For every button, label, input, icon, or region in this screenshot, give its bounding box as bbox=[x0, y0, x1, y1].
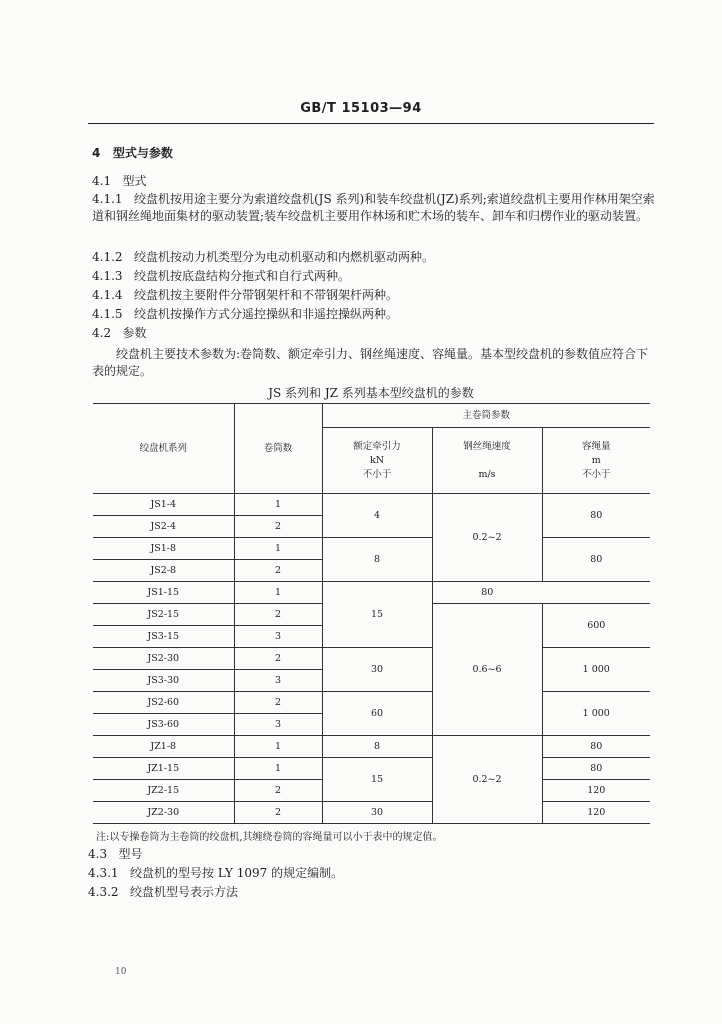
cell-series: JZ1-15 bbox=[93, 758, 234, 780]
cell-series: JZ2-30 bbox=[93, 802, 234, 824]
cell-capacity: 80 bbox=[542, 538, 650, 582]
section-4-1-heading bbox=[92, 173, 147, 190]
cell-rated-pull: 8 bbox=[322, 736, 432, 758]
section-number: 4.3 bbox=[88, 847, 108, 861]
cell-rope-speed: 0.2~2 bbox=[432, 494, 542, 582]
cell-capacity: 80 bbox=[542, 736, 650, 758]
cell-capacity: 120 bbox=[542, 780, 650, 802]
table-row bbox=[93, 538, 650, 560]
cell-capacity: 80 bbox=[542, 758, 650, 780]
header-unit: kN bbox=[369, 454, 385, 466]
header-line: 不小于 bbox=[582, 468, 611, 480]
clause-number: 4.3.2 bbox=[88, 885, 119, 899]
clause-4-1-1 bbox=[92, 191, 658, 225]
section-title: 型式 bbox=[122, 174, 147, 188]
section-4-heading bbox=[92, 145, 173, 162]
section-4-2-heading bbox=[92, 325, 147, 342]
cell-rated-pull: 15 bbox=[322, 582, 432, 648]
cell-series: JZ2-15 bbox=[93, 780, 234, 802]
cell-series: JZ1-8 bbox=[93, 736, 234, 758]
cell-drums: 2 bbox=[234, 802, 322, 824]
cell-capacity: 600 bbox=[542, 604, 650, 648]
clause-number: 4.3.1 bbox=[88, 866, 119, 880]
clause-4-1-4 bbox=[92, 287, 398, 304]
cell-series: JS3-60 bbox=[93, 714, 234, 736]
section-title: 型号 bbox=[118, 847, 143, 861]
table-row bbox=[93, 736, 650, 758]
header-unit: m/s bbox=[478, 468, 496, 480]
cell-capacity: 120 bbox=[542, 802, 650, 824]
section-number: 4.2 bbox=[92, 326, 112, 340]
cell-series: JS2-8 bbox=[93, 560, 234, 582]
clause-4-3-2 bbox=[88, 884, 238, 901]
table-row bbox=[93, 582, 650, 604]
cell-capacity: 1 000 bbox=[542, 692, 650, 736]
clause-4-1-3 bbox=[92, 268, 350, 285]
clause-text: 绞盘机按底盘结构分拖式和自行式两种。 bbox=[134, 269, 351, 283]
clause-number: 4.1.5 bbox=[92, 307, 123, 321]
table-caption: JS 系列和 JZ 系列基本型绞盘机的参数 bbox=[268, 386, 474, 400]
clause-text: 绞盘机按动力机类型分为电动机驱动和内燃机驱动两种。 bbox=[134, 250, 435, 264]
table-note: 注:以专操卷筒为主卷筒的绞盘机,其缠绕卷筒的容绳量可以小于表中的规定值。 bbox=[96, 832, 443, 843]
cell-rated-pull: 30 bbox=[322, 648, 432, 692]
cell-capacity: 1 000 bbox=[542, 648, 650, 692]
section-4-2-text: 绞盘机主要技术参数为:卷筒数、额定牵引力、钢丝绳速度、容绳量。基本型绞盘机的参数值应符合下表的规定。 bbox=[92, 347, 649, 378]
parameter-table bbox=[93, 403, 650, 824]
clause-number: 4.1.4 bbox=[92, 288, 123, 302]
cell-drums: 3 bbox=[234, 670, 322, 692]
section-4-3-heading bbox=[88, 846, 143, 863]
clause-text: 绞盘机按操作方式分遥控操纵和非遥控操纵两种。 bbox=[134, 307, 399, 321]
header-main-drum-params: 主卷筒参数 bbox=[322, 404, 650, 428]
cell-rope-speed: 0.2~2 bbox=[432, 736, 542, 824]
cell-capacity: 80 bbox=[432, 582, 542, 604]
clause-number: 4.1.1 bbox=[92, 192, 123, 206]
cell-series: JS2-30 bbox=[93, 648, 234, 670]
cell-drums: 2 bbox=[234, 648, 322, 670]
section-number: 4.1 bbox=[92, 174, 112, 188]
cell-drums: 2 bbox=[234, 516, 322, 538]
cell-rope-speed: 0.6~6 bbox=[432, 604, 542, 736]
cell-series: JS1-15 bbox=[93, 582, 234, 604]
table-row bbox=[93, 648, 650, 670]
cell-rated-pull: 4 bbox=[322, 494, 432, 538]
clause-4-1-5 bbox=[92, 306, 398, 323]
clause-text: 绞盘机按用途主要分为索道绞盘机(JS 系列)和装车绞盘机(JZ)系列;索道绞盘机主要用作林用架空索道和钢丝绳地面集材的驱动装置;装车绞盘机主要用作林场和贮木场的装车、卸车和归楞作业的驱动装置。 bbox=[92, 192, 655, 223]
table-row bbox=[93, 692, 650, 714]
cell-series: JS1-8 bbox=[93, 538, 234, 560]
clause-4-1-2 bbox=[92, 249, 434, 266]
header-rule bbox=[88, 123, 654, 124]
cell-series: JS2-4 bbox=[93, 516, 234, 538]
header-series: 绞盘机系列 bbox=[93, 404, 234, 494]
cell-rated-pull: 30 bbox=[322, 802, 432, 824]
cell-rated-pull: 15 bbox=[322, 758, 432, 802]
clause-number: 4.1.2 bbox=[92, 250, 123, 264]
cell-rated-pull: 60 bbox=[322, 692, 432, 736]
clause-number: 4.1.3 bbox=[92, 269, 123, 283]
cell-series: JS2-60 bbox=[93, 692, 234, 714]
cell-drums: 1 bbox=[234, 582, 322, 604]
section-title: 型式与参数 bbox=[112, 146, 173, 160]
header-drum-count: 卷筒数 bbox=[234, 404, 322, 494]
header-line: 不小于 bbox=[362, 468, 392, 480]
cell-series: JS3-30 bbox=[93, 670, 234, 692]
cell-capacity: 80 bbox=[542, 494, 650, 538]
clause-4-3-1 bbox=[88, 865, 343, 882]
section-number: 4 bbox=[92, 146, 101, 160]
cell-drums: 3 bbox=[234, 626, 322, 648]
cell-drums: 2 bbox=[234, 780, 322, 802]
page-number: 10 bbox=[115, 967, 127, 977]
clause-text: 绞盘机按主要附件分带钢架杆和不带钢架杆两种。 bbox=[134, 288, 399, 302]
cell-drums: 2 bbox=[234, 604, 322, 626]
header-rated-pull bbox=[322, 428, 432, 494]
clause-text: 绞盘机型号表示方法 bbox=[130, 885, 239, 899]
cell-drums: 2 bbox=[234, 560, 322, 582]
header-line: 钢丝绳速度 bbox=[463, 440, 511, 452]
cell-drums: 2 bbox=[234, 692, 322, 714]
cell-series: JS2-15 bbox=[93, 604, 234, 626]
cell-drums: 1 bbox=[234, 538, 322, 560]
header-line: 额定牵引力 bbox=[353, 440, 401, 452]
header-rope-speed bbox=[432, 428, 542, 494]
standard-header: GB/T 15103—94 bbox=[300, 101, 422, 116]
cell-drums: 1 bbox=[234, 494, 322, 516]
table-row bbox=[93, 758, 650, 780]
header-unit: m bbox=[591, 454, 601, 466]
section-title: 参数 bbox=[122, 326, 147, 340]
clause-text: 绞盘机的型号按 LY 1097 的规定编制。 bbox=[130, 866, 344, 880]
cell-series: JS3-15 bbox=[93, 626, 234, 648]
cell-rated-pull: 8 bbox=[322, 538, 432, 582]
cell-drums: 1 bbox=[234, 758, 322, 780]
table-row bbox=[93, 494, 650, 516]
header-rope-capacity bbox=[542, 428, 650, 494]
header-line: 容绳量 bbox=[582, 440, 611, 452]
cell-drums: 1 bbox=[234, 736, 322, 758]
cell-drums: 3 bbox=[234, 714, 322, 736]
table-row bbox=[93, 802, 650, 824]
cell-series: JS1-4 bbox=[93, 494, 234, 516]
